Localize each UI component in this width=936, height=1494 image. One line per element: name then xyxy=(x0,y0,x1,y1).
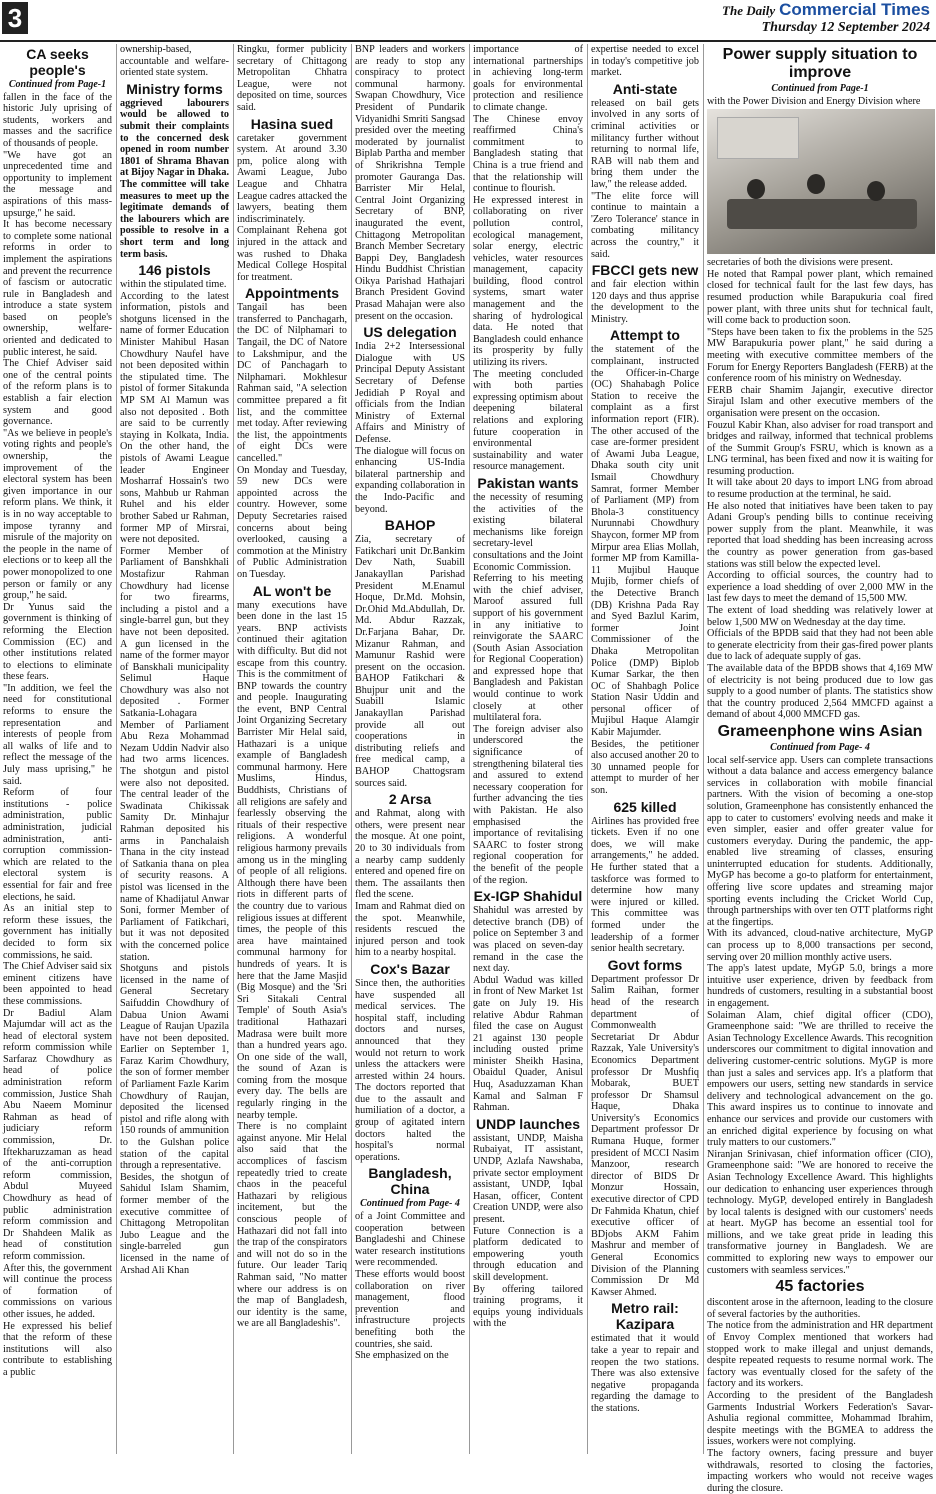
paragraph: The factory owners, facing pressure and buyer withdrawals, resorted to closing the factories, impacting workers who would not receive wages during the closure. xyxy=(707,1447,933,1494)
paragraph: Abdul Wadud was killed in front of New Market 1st gate on July 19. His relative Abdur Rahman filed the case on August 21 against 130 people including ousted prime minister Sheikh Hasina, Obaidul Quader, Anisul Huq, Asaduzzaman Khan Kamal and Salman F Rahman. xyxy=(473,974,583,1114)
paragraph: The available data of the BPDB shows that 4,169 MW of electricity is not being produced due to low gas supply to a good number of plants. The statistics show that the country produced 2,564 MMCFD against a demand of about 4,000 MMCFD gas. xyxy=(707,662,933,721)
paragraph: Department professor Dr Salim Raihan, former head of the research department of Commonwealth Secretariat Dr Abdur Razzak, Yale University's Economics Department professor Dr Mushfiq Mobarak, BUET professor Dr Shamsul Haque, Dhaka University's Economics Department professor Dr Rumana Huque, former president of MCCI Nasim Manzoor, research director of BIDS Dr Monzur Hossain, executive director of CPD Dr Fahmida Khatun, chief executive officer of BDjobs AKM Fahim Mashrur and member of General Economics Division of the Planning Commission Dr Md Kawser Ahmed. xyxy=(591,973,699,1298)
headline: 625 killed xyxy=(613,798,677,815)
paragraph: aggrieved labourers would be allowed to submit their complaints to the concerned desk opened in room number 1801 of Shrama Bhavan at Bijoy Nagar in Dhaka. The committee will take measures to meet up the legitimate demands of the labourers which are possible to resolve in a short term and long term basis. xyxy=(120,97,229,260)
paragraph: The Chinese envoy reaffirmed China's commitment to Bangladesh stating that China is a true friend and that the relationship will continue to flourish. xyxy=(473,113,583,195)
paragraph: secretaries of both the divisions were present. xyxy=(707,257,893,269)
paragraph: released on bail gets involved in any sorts of criminal activities or militancy further without returning to normal life, RAB will nab them and bring them under the law," the release added. xyxy=(591,97,699,190)
paragraph: He expressed his belief that the reform of these institutions will also contribute to establishing a public xyxy=(3,1320,112,1378)
continued-note: Continued from Page- 4 xyxy=(360,1198,460,1210)
paragraph: Niranjan Srinivasan, chief information officer (CIO), Grameenphone said: "We are honored to receive the Asian Technology Excellence Award. This highlights our dedication to enhancing user experiences through technology. MyGP, developed entirely in Bangladesh by local talents is designed with our customers' needs at heart. MyGP has become an essential tool for millions, and we take great pride in leading this transformative journey in Bangladesh. We are committed to exploring new ways to empower our customers with seamless services." xyxy=(707,1148,933,1276)
paragraph: Shahidul was arrested by detective branch (DB) of police on September 3 and was placed on seven-day remand in the case the next day. xyxy=(473,905,583,975)
paragraph: Former Member of Parliament of Banshkhali Mostafizur Rahman Chowdhury had license for two firearms, including a pistol and a single-barrel gun, but they have not been deposited. A gun licensed in the name of the former mayor of Banskhali municipality Selimul Haque Chowdhury was also not deposited . Former Satkania-Lohagara Member of Parliament Abu Reza Mohammad Nezam Uddin Nadvir also had two arms licences. The shotgun and pistol were also not deposited. The central leader of the Swadinata Chikissak Samity Dr. Minhajur Rahman deposited his arms in Panchalaish Thana in the city instead of Satkania thana on plea of security reasons. A pistol was licensed in the name of Khadijatul Anwar Soni, former Member of Parliament of Fatikchari, but it was not deposited with the concerned police station. xyxy=(120,545,229,963)
headline: FBCCI gets new xyxy=(591,262,699,279)
photo-table xyxy=(727,199,917,229)
paragraph: expertise needed to excel in today's competitive job market. xyxy=(591,44,699,79)
brand-prefix: The Daily xyxy=(722,3,776,18)
paragraph: After this, the government will continue the process of formation of commissions on various other issues, he added. xyxy=(3,1262,112,1320)
paragraph: The foreign adviser also underscored the significance of strengthening bilateral ties and assured to extend necessary cooperation for further advancing the ties with Pakistan. He also emphasised the importance of revitalising SAARC to foster strong regional cooperation for the benefit of the people of the region. xyxy=(473,723,583,886)
continued-note: Continued from Page-1 xyxy=(8,79,107,90)
paragraph: Reform of four institutions - police administration, public administration, judicial administration, anti-corruption commission-which are related to the electoral system is essential for fair and free elections, he said. xyxy=(3,787,112,903)
column-rule xyxy=(469,44,470,1454)
paragraph: Besides, the shotgun of Sahidul Islam Shamim, former member of the executive committee of Chittagong Metropolitan Jubo League and the single-barreled gun licensed in the name of Arshad Ali Khan xyxy=(120,1171,229,1276)
paragraph: Zia, secretary of Fatikchari unit Dr.Bankim Dev Nath, Suabill Janakayllan Parishad President M.Enamul Hoque, Dr.Md. Mohsin, Dr.Ohid Md.Abdullah, Dr. Md. Abdur Razzak, Dr.Farjana Bahar, Dr. Mizanur Rahman, and Mamunur Rashid were present on the occasion. BAHOP Fatikchari & Bhujpur unit and the Suabill Islamic Janakayllan Parishad provide all out cooperations in distributing reliefs and free medical camp, a BAHOP Chattogsram sources said. xyxy=(355,534,465,789)
headline: 2 Arsa xyxy=(388,791,432,808)
brand-name: Commercial Times xyxy=(779,0,930,19)
paragraph: Solaiman Alam, chief digital officer (CDO), Grameenphone said: "We are thrilled to receive the Asian Technology Excellence Awards. This recognition underscores our commitment to digital innovation and delivering customer-centric solutions. MyGP is more than just a sales and services app. It's a platform that empowers our users, setting new standards in service delivery and technological advancement on the go. This award inspires us to continue to innovate and enhance our services and provide our customers with an enriched digital experience by focusing on what truly matters to our customers." xyxy=(707,1009,934,1149)
paragraph: estimated that it would take a year to repair and reopen the two stations. There was also extensive negative propaganda regarding the damage to the stations. xyxy=(591,1333,699,1414)
brand xyxy=(722,0,930,36)
headline: Ministry forms xyxy=(126,80,223,97)
paragraph: The notice from the administration and HR department of Envoy Complex mentioned that workers had stopped work to make illegal and unjust demands, despite repeated requests to resume normal work. The factory was eventually closed for the safety of the factory and its workers. xyxy=(707,1320,933,1390)
photo-person xyxy=(867,181,885,201)
column-5 xyxy=(473,44,583,1454)
headline: Hasina sued xyxy=(250,115,334,132)
headline: Anti-state xyxy=(612,80,678,97)
meeting-photo xyxy=(707,109,935,254)
paragraph: assistant, UNDP, Maisha Rubaiyat, IT assistant, UNDP, Azlafa Nawshaba, private sector employment assistant, UNDP, Iqbal Hasan, officer, Content Creation UNDP, were also present. xyxy=(473,1132,583,1225)
paragraph: The extent of load shedding was relatively lower at below 1,500 MW on Wednesday at the day time. xyxy=(707,605,933,628)
headline: AL won't be xyxy=(252,582,332,599)
paragraph: "Steps have been taken to fix the problems in the 525 MW Barapukuria power plant," he said during a meeting with executive committee members of the Forum for Energy Reporters Bangladesh (FERB) at the conference room of his ministry on Wednesday. xyxy=(707,326,933,385)
page-number: 3 xyxy=(2,2,28,34)
headline: US delegation xyxy=(363,324,457,341)
headline: BAHOP xyxy=(384,517,436,534)
masthead xyxy=(0,0,936,42)
paragraph: India 2+2 Intersessional Dialogue with US Principal Deputy Assistant Secretary of Defense Jedidiah P Royal and officials from the Indian Ministry of External Affairs and Ministry of Defense. xyxy=(355,341,465,445)
paragraph: "In addition, we feel the need for constitutional reforms to ensure the representation and interests of people from all walks of life and to reflect the message of the July mass uprising," he said. xyxy=(3,682,112,787)
paragraph: ownership-based, accountable and welfare-oriented state system. xyxy=(120,44,229,79)
paragraph: On Monday and Tuesday, 59 new DCs were appointed across the country. However, some Deputy Secretaries raised concerns about being overlooked, causing a commotion at the Ministry of Public Administration on Tuesday. xyxy=(237,464,347,580)
paragraph: and fair election within 120 days and thus apprise the development to the Ministry. xyxy=(591,279,699,325)
paragraph: Imam and Rahmat died on the spot. Meanwhile, residents rescued the injured person and took him to a nearby hospital. xyxy=(355,900,465,959)
paragraph: the necessity of resuming the activities of the existing bilateral mechanisms like foreign secretary-level consultations and the Joint Economic Commission. xyxy=(473,491,583,573)
continued-note: Continued from Page- 4 xyxy=(770,741,870,753)
paragraph: importance of international partnerships in achieving long-term goals for environmental protection and resilience to climate change. xyxy=(473,44,583,113)
paragraph: with the Power Division and Energy Division where xyxy=(707,95,921,107)
column-7 xyxy=(707,44,934,1494)
column-rule xyxy=(233,44,234,1454)
columns xyxy=(0,44,936,1494)
paragraph: As an initial step to reform these issues, the government has initially decided to form six commissions, he said. xyxy=(3,903,112,961)
paragraph: She emphasized on the xyxy=(355,1350,449,1362)
paragraph: FERB chair Shamim Jajangir, executive director Sirajul Islam and other executive members of the organisation were present on the occasion. xyxy=(707,384,933,419)
paragraph: "We have got an unprecedented time and opportunity to implement the message and aspirations of this mass-upsurge," he said. xyxy=(3,149,112,219)
paragraph: These efforts would boost collaboration on river management, flood prevention and infrastructure projects benefiting both the countries, she said. xyxy=(355,1269,465,1350)
paragraph: According to the latest information, pistols and shotguns licensed in the name of former Education Minister Mahibul Hasan Chowdhury Naufel have not been deposited within the stipulated time. The pistol of former Sitakunda MP SM Al Mamun was also not deposited . Both are said to be currently staying in Kolkata, India. On the other hand, the pistols of Awami League leader Engineer Mosharraf Hossain's two sons, Mahbub ur Rahman Ruhel and his elder brother Sabed ur Rahman, former MP of Mirsrai, were not deposited. xyxy=(120,290,229,546)
paragraph: The Chief Adviser said one of the central points of the reform plans is to establish a fair election system and good governance. xyxy=(3,358,112,428)
continued-note: Continued from Page-1 xyxy=(771,83,869,94)
headline: Power supply situation to improve xyxy=(722,46,918,81)
headline: Ex-IGP Shahidul xyxy=(473,888,583,905)
issue-date: Thursday 12 September 2024 xyxy=(761,20,930,35)
column-rule xyxy=(351,44,352,1454)
paragraph: Airlines has provided free tickets. Even if no one does, we will make arrangements," he added. He further stated that a taskforce was formed to determine how many were injured or killed. This committee was formed under the leadership of a former senior health secretary. xyxy=(591,815,699,955)
paragraph: The Chief Adviser said six eminent citizens have been appointed to head these commissions. xyxy=(3,961,112,1007)
paragraph: There is no complaint against anyone. Mir Helal also said that the accomplices of fascism repeatedly tried to create chaos in the peaceful Hathazari by religious incitement, but the conscious people of Hathazari did not fall into the trap of the conspirators and will not do so in the future. Our leader Tariq Rahman said, "No matter where our address is on the map of Bangladesh, our identity is the same, we are all Bangladeshis". xyxy=(237,1121,347,1330)
headline: 45 factories xyxy=(775,1278,865,1296)
column-6 xyxy=(591,44,699,1454)
paragraph: the statement of the complainant, instructed the Officer-in-Charge (OC) Shahabagh Police Station to receive the complaint as a first information report (FIR). The other accused of the case are-former president of Awami Juba League, Dhaka south city unit Ismail Chowdhury Samrat, former Member of Parliament (MP) from Bhola-3 constituency Nurunnabi Chowdhury Shaycon, former MP from Mirpur area Elias Mollah, former MP from Kamilla-11 Mujibul Hauque Mujib, former chiefs of the Detective Branch (DB) Krishna Pada Ray and Syed Bazlul Karim, former Joint Commissioner of the Dhaka Metropolitan Police (DMP) Biplob Kumar Sarkar, the then OC of Shahbagh Police Station Nasir Uddin and personal officer of Mujibul Haque Alamgir Kabir Majumder. xyxy=(591,344,699,739)
paragraph: By offering tailored training programs, it equips young individuals with the xyxy=(473,1283,583,1330)
paragraph: "As we believe in people's voting rights and people's ownership, the improvement of the electoral system has been given importance in our reform plans. We think, it is in no way acceptable to impose tyranny and misrule of the majority on the people in the name of elections or to keep all the power monopolized to one person or family or any group," he said. xyxy=(3,427,112,602)
photo-window xyxy=(717,117,799,159)
paragraph: Ringku, former publicity secretary of Chittagong Metropolitan Chhatra League, were not deposited on time, sources said. xyxy=(237,44,347,113)
headline: Metro rail: Kazipara xyxy=(611,1300,679,1333)
paragraph: Besides, the petitioner also accused another 20 to 30 unnamed people for attempt to murder of her son. xyxy=(591,738,699,797)
headline: 146 pistols xyxy=(138,262,211,279)
paragraph: within the stipulated time. xyxy=(120,279,227,291)
paragraph: "The elite force will continue to maintain a 'Zero Tolerance' stance in combating militancy across the country," it said. xyxy=(591,190,699,260)
paragraph: fallen in the face of the historic July uprising of students, workers and masses and the sacrifice of thousands of people. xyxy=(3,91,112,149)
paragraph: According to official sources, the country had to experience a load shedding of over 2,000 MW in the last few days to meet the demand of 15,500 MW. xyxy=(707,570,933,605)
column-3 xyxy=(237,44,347,1454)
headline: Grameenphone wins Asian xyxy=(717,722,923,740)
paragraph: BNP leaders and workers are ready to stop any conspiracy to protect communal harmony. Swapan Chowdhury, Vice President of Pundarik Vidyanidhi Smriti Sangsad presided over the meeting moderated by journalist Biplab Partha and member of Shrikrishna Temple promoter Gauranga Das. Barrister Mir Helal, Central Joint Organizing Secretary of BNP, inaugurated the event, Chittagong Metropolitan Branch Member Secretary Bappi Dey, Bangladesh Hindu Buddhist Christian Oikya Parishad Hathajari Branch President Govind Prasad Mahajan were also present on the occasion. xyxy=(355,44,465,322)
headline: Bangladesh, China xyxy=(368,1165,452,1198)
paragraph: The app's latest update, MyGP 5.0, brings a more intuitive user experience, driven by feedback from hundreds of customers, resulting in a substantial boost in engagement. xyxy=(707,963,933,1009)
column-rule xyxy=(116,44,117,1454)
paragraph: It will take about 20 days to import LNG from abroad to resume production at the terminal, he said. xyxy=(707,477,933,501)
headline: Appointments xyxy=(244,285,340,302)
paragraph: and Rahmat, along with others, were present near the mosque. At one point, 20 to 30 individuals from a nearby camp suddenly entered and opened fire on them. The assailants then fled the scene. xyxy=(355,808,465,901)
column-1 xyxy=(3,44,112,1454)
paragraph: Future Connection is a platform dedicated to empowering youth through education and skill development. xyxy=(473,1225,583,1283)
column-2 xyxy=(120,44,229,1454)
paragraph: discontent arose in the afternoon, leading to the closure of several factories by the authorities. xyxy=(707,1297,933,1320)
paragraph: of a Joint Committee and cooperation between Bangladeshi and Chinese water research institutions were recommended. xyxy=(355,1211,465,1269)
paragraph: It has become necessary to complete some national reforms in order to implement the aspirations and prevent the recurrence of fascism or autocratic rule in Bangladesh and introduce a state system based on people's ownership, welfare-oriented and dedicated to public interest, he said. xyxy=(3,219,112,358)
photo-person xyxy=(747,179,765,199)
paragraph: Dr Yunus said the government is thinking of reforming the Election Commission (EC) and other institutions related to elections to eliminate these fears. xyxy=(3,601,112,683)
column-4 xyxy=(355,44,465,1454)
paragraph: Dr Badiul Alam Majumdar will act as the head of electoral system reform commission while Sarfaraz Chowdhury as head of police administration reform commission, Justice Shah Abu Naeem Mominur Rahman as head of judiciary reform commission, Dr. Iftekharuzzaman as head of the anti-corruption reform commission, Abdul Muyeed Chowdhury as head of public administration reform commission and Dr Shahdeen Malik as head of constitution reform commission. xyxy=(3,1007,112,1262)
paragraph: Since then, the authorities have suspended all medical services. The hospital staff, including doctors and nurses, announced that they would not return to work unless the attackers were arrested within 24 hours. The doctors reported that due to the assault and humiliation of a doctor, a group of agitated intern doctors halted the hospital's normal operations. xyxy=(355,977,465,1163)
headline: Govt forms xyxy=(607,956,683,973)
headline: Cox's Bazar xyxy=(370,960,450,977)
paragraph: The dialogue will focus on enhancing US-India bilateral partnership and expanding collaboration in the Indo-Pacific and beyond. xyxy=(355,445,465,515)
paragraph: Tangail has been transferred to Panchagarh, the DC of Nilphamari to Tangail, the DC of Natore to Lakshmipur, and the DC of Panchagarh to Nilphamari. Mokhlesur Rahman said, "A selection committee prepared a fit list, and the committee met today. After reviewing the list, the appointments of eight DCs were cancelled." xyxy=(237,302,347,464)
paragraph: caretaker government system. At around 3.30 pm, police along with Awami League, Jubo League and Chhatra League cadres attacked the lawyers, beating them indiscriminately. Complainant Rehena got injured in the attack and was rushed to Dhaka Medical College Hospital for treatment. xyxy=(237,132,348,283)
column-rule xyxy=(703,44,704,1454)
headline: UNDP launches xyxy=(476,1115,580,1132)
paragraph: local self-service app. Users can complete transactions without a data balance and access emergency balance services in collaboration with mobile financial partners. With the vision of becoming a one-stop solution, Grameenphone has consistently enhanced the app to cater to customers' evolving needs and make it even simpler, easier and offer greater value for customers everyday. During the pandemic, the app-enabled live streaming of classes, ensuring uninterrupted education for students. Additionally, MyGP has become a go-to platform for entertainment, offering live score updates and streaming major sporting events including the Cricket World Cup, through partnerships with over ten OTT platforms right at the fingertips. xyxy=(707,754,933,928)
column-rule xyxy=(587,44,588,1454)
paragraph: many executions have been done in the last 15 years. BNP activists continued their agitation with difficulty. But did not escape from this country. This is the commitment of BNP towards the country and people. Inaugurating the event, BNP Central Joint Organizing Secretary Barrister Mir Helal said, Hathazari is a unique example of Bangladesh communal harmony. Here Muslims, Hindus, Buddhists, Christians of all religions are safely and fearlessly observing the rituals of their respective religions. A wonderful religious harmony prevails among us in the mingling of people of all religions. Although there have been riots in different parts of the country due to various religious issues at different times, the people of this area have maintained communal harmony for hundreds of years. It is here that the Jame Masjid (Big Mosque) and the 'Sri Sri Sitakali Central Temple' of South Asia's traditional Hathazari Madrasa were built more than a hundred years ago. On one side of the wall, the sound of Azan is coming from the mosque every day. The bells are regularly ringing in the nearby temple. xyxy=(237,599,347,1121)
paragraph: He noted that Rampal power plant, which remained closed for technical fault for the last few days, has resumed production while Barapukuria coal fired power plant, with three units shut for technical fault, will come back to production soon. xyxy=(707,268,933,327)
paragraph: According to the president of the Bangladesh Garments Industrial Workers Federation's Savar-Ashulia regional committee, Mohammad Ibrahim, despite meetings with the BGMEA to address the issues, workers were not complying. xyxy=(707,1390,933,1448)
paragraph: Referring to his meeting with the chief adviser, Maroof assured full support of his government in any initiative to reinvigorate the SAARC (South Asian Association for Regional Cooperation) and expressed hope that Bangladesh and Pakistan would continue to work closely at other multilateral fora. xyxy=(473,573,583,724)
headline: Attempt to xyxy=(610,327,680,344)
paragraph: The meeting concluded with both parties expressing optimism about deepening bilateral relations and exploring future cooperation in environmental sustainability and water resource management. xyxy=(473,368,583,473)
paragraph: Fouzul Kabir Khan, also adviser for road transport and bridges and railway, informed that technical problems of the Summit Group's FSRU, which is known as a LNG terminal, has been fixed and now it is waiting for resuming production. xyxy=(707,419,933,477)
paragraph: He also noted that initiatives have been taken to pay Adani Group's pending bills to continue receiving power supply from the plant. Meanwhile, it was reported that load shedding has been increasing across the country as power generation from gas-based stations was still below the expected level. xyxy=(707,500,933,570)
headline: Pakistan wants xyxy=(477,474,579,491)
paragraph: Shotguns and pistols licensed in the name of General Secretary Saifuddin Chowdhury of Dabua Union Awami League of Raujan Upazila have not been deposited. Earlier on September 1, Faraz Karim Chowdhury, the son of former member of Parliament Fazle Karim Chowdhury of Raujan, deposited the licensed pistol and rifle along with 150 rounds of ammunition to the Gulshan police station of the capital through a representative. xyxy=(120,963,229,1172)
photo-person xyxy=(807,174,825,194)
paragraph: With its advanced, cloud-native architecture, MyGP can process up to 8,000 transactions per second, serving over 20 million monthly active users. xyxy=(707,928,933,963)
headline: CA seeks people's xyxy=(26,46,89,78)
paragraph: He expressed interest in collaborating on river pollution control, ecological management, solar energy, electric vehicles, water resources management, capacity building, flood control systems, smart water management and the sharing of hydrological data. He noted that Bangladesh could enhance its prosperity by fully utilizing its rivers. xyxy=(473,194,583,369)
paragraph: Officials of the BPDB said that they had not been able to generate electricity from their gas-fired power plants due to lack of adequate supply of gas. xyxy=(707,628,933,663)
